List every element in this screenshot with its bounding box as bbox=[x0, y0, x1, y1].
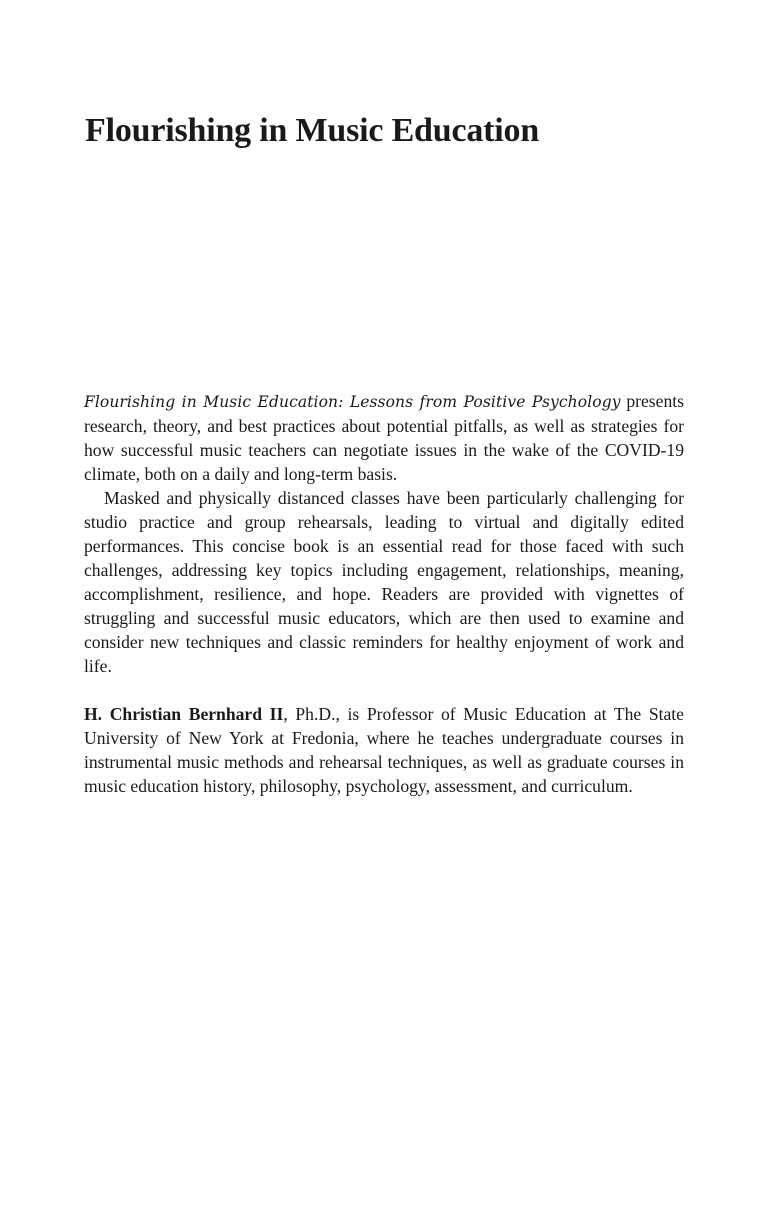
description-paragraph-1 bbox=[84, 389, 684, 486]
author-name: H. Christian Bernhard II bbox=[84, 704, 284, 724]
author-bio bbox=[84, 702, 684, 798]
author-bio-text: , Ph.D., is Professor of Music Education at The State University of New York at Fredonia, where he teaches undergraduate courses in instrumental music methods and rehearsal techniques, as well as graduate courses in music education history, philosophy, psychology, assessment, and curriculum. bbox=[84, 704, 684, 796]
book-title-italic: Flourishing in Music Education: Lessons from Positive Psychology bbox=[84, 393, 621, 411]
description-paragraph-1-text: presents research, theory, and best practices about potential pitfalls, as well as strategies for how successful music teachers can negotiate issues in the wake of the COVID-19 climate, both on a daily and long-term basis. bbox=[84, 391, 684, 484]
description-paragraph-2: Masked and physically distanced classes have been particularly challenging for studio practice and group rehearsals, leading to virtual and digitally edited performances. This concise book is an essential read for those faced with such challenges, addressing key topics including engagement, relationships, meaning, accomplishment, resilience, and hope. Readers are provided with vignettes of struggling and successful music educators, which are then used to examine and consider new techniques and classic reminders for healthy enjoyment of work and life. bbox=[84, 488, 684, 676]
book-description bbox=[84, 389, 684, 798]
page-title: Flourishing in Music Education bbox=[85, 112, 540, 149]
